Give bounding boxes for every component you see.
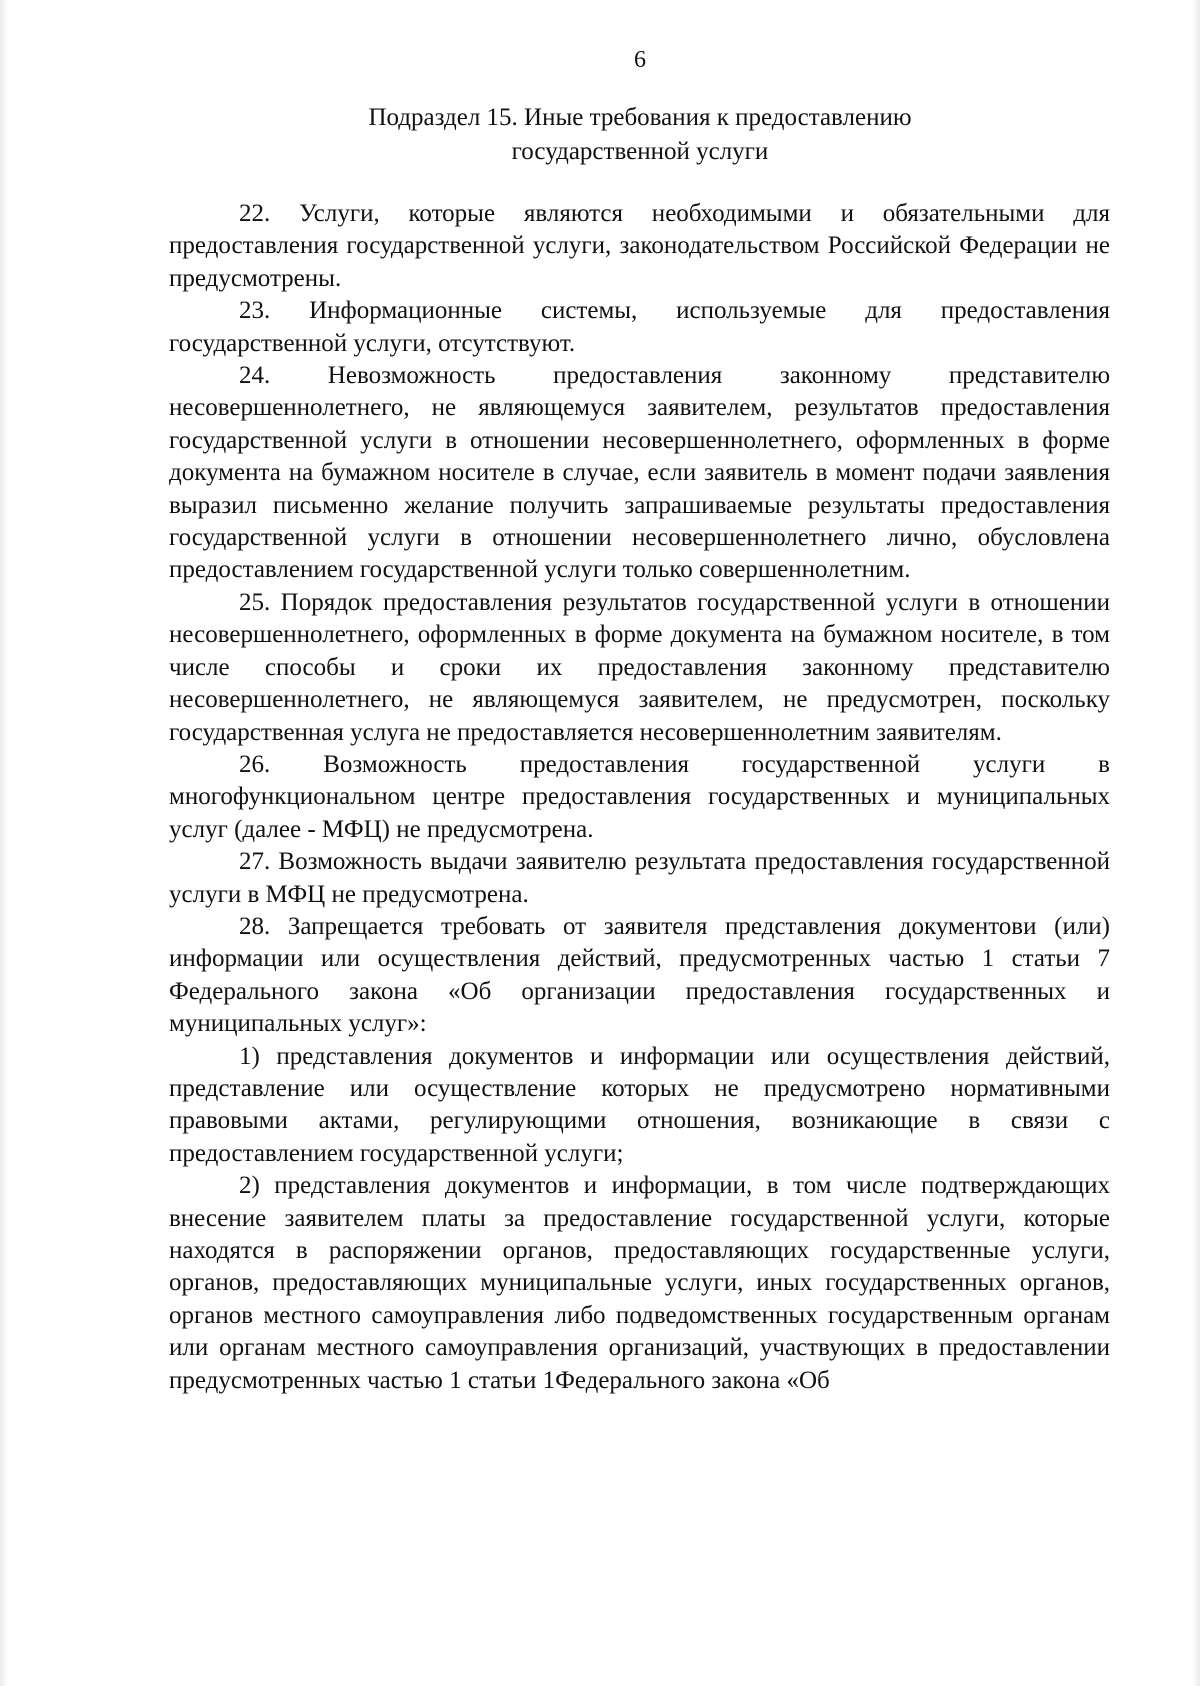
paragraph-22: 22. Услуги, которые являются необходимыми и обязательными для предоставления государственной услуги, законодательством Российской Федерации не предусмотрены. [169, 200, 1110, 292]
paragraph-25: 25. Порядок предоставления результатов государственной услуги в отношении несовершеннолетнего, оформленных в форме документа на бумажном носителе, в том числе способы и сроки их предоставления законному представителю несовершеннолетнего, не являющемуся заявителем, не предусмотрен, поскольку государственная услуга не предоставляется несовершеннолетним заявителям. [169, 588, 1110, 746]
document-body [169, 198, 1110, 1397]
section-heading-line-2: государственной услуги [511, 138, 769, 165]
scan-edge-right [1192, 0, 1200, 1686]
scan-edge-left [0, 0, 8, 1686]
paragraph-26: 26. Возможность предоставления государственной услуги в многофункциональном центре предоставления государственных и муниципальных услуг (далее - МФЦ) не предусмотрена. [169, 750, 1110, 843]
list-item-1: 1) представления документов и информации или осуществления действий, представление или осуществление которых не предусмотрено нормативными правовыми актами, регулирующими отношения, возникающие в связи с предоставлением государственной услуги; [169, 1042, 1110, 1167]
section-heading [160, 101, 1120, 169]
paragraph-28: 28. Запрещается требовать от заявителя представления документови (или) информации или осуществления действий, предусмотренных частью 1 статьи 7 Федерального закона «Об организации предоставления государственных и муниципальных услуг»: [169, 912, 1110, 1038]
page-number: 6 [634, 47, 646, 73]
list-item-2: 2) представления документов и информации, в том числе подтверждающих внесение заявителем платы за предоставление государственной услуги, которые находятся в распоряжении органов, предоставляющих государственные услуги, органов, предоставляющих муниципальные услуги, иных государственных органов, органов местного самоуправления либо подведомственных государственным органам или органам местного самоуправления организаций, участвующих в предоставлении предусмотренных частью 1 статьи 1Федерального закона «Об [169, 1172, 1110, 1394]
paragraph-23: 23. Информационные системы, используемые для предоставления государственной услуги, отсутствуют. [169, 297, 1110, 357]
paragraph-24: 24. Невозможность предоставления законному представителю несовершеннолетнего, не являющемуся заявителем, результатов предоставления государственной услуги в отношении несовершеннолетнего, оформленных в форме документа на бумажном носителе в случае, если заявитель в момент подачи заявления выразил письменно желание получить запрашиваемые результаты предоставления государственной услуги в отношении несовершеннолетнего лично, обусловлена предоставлением государственной услуги только совершеннолетним. [169, 362, 1110, 584]
paragraph-27: 27. Возможность выдачи заявителю результата предоставления государственной услуги в МФЦ не предусмотрена. [169, 848, 1110, 908]
section-heading-line-1: Подраздел 15. Иные требования к предоставлению [368, 104, 912, 131]
